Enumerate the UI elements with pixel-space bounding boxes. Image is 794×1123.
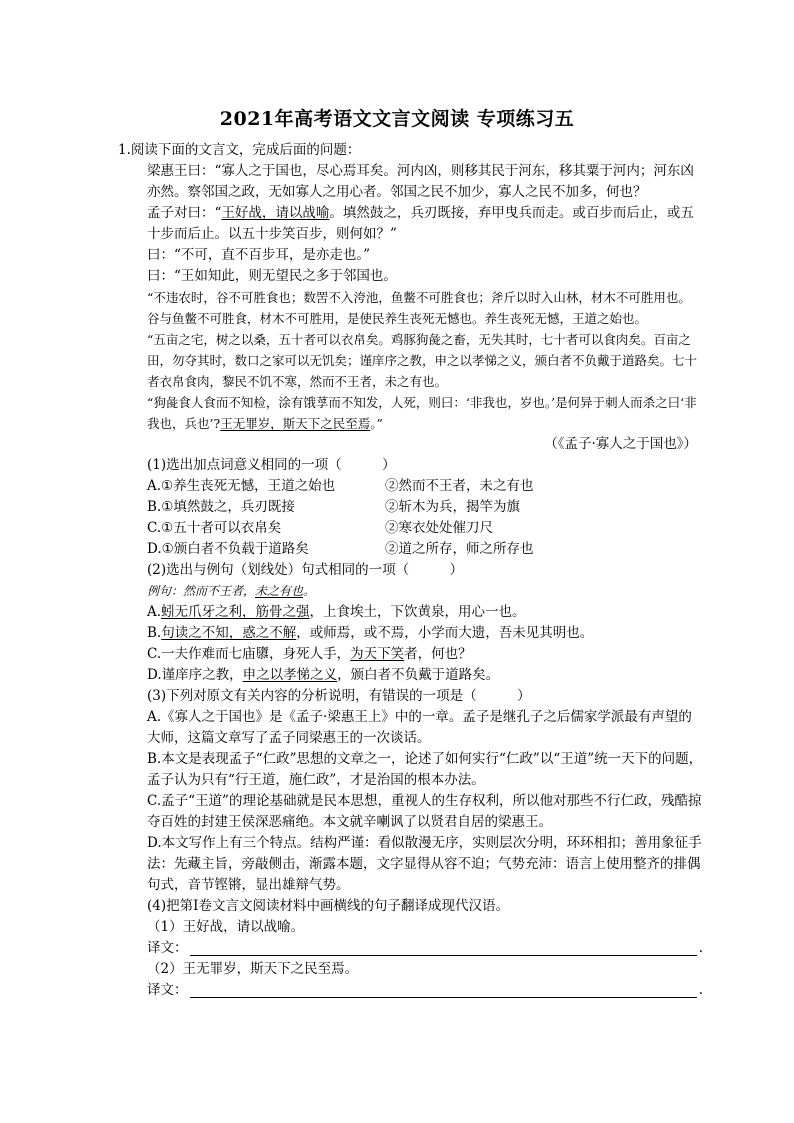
option-b[interactable] — [118, 497, 703, 518]
document-body — [118, 140, 703, 1001]
line-end: . — [698, 940, 703, 956]
option-left: C.①五十者可以衣帛矣 — [147, 520, 282, 536]
passage-paragraph — [118, 203, 703, 245]
option-right: ②斩木为兵，揭竿为旗 — [385, 499, 520, 515]
example-underlined: 未之有也 — [255, 584, 304, 598]
option-text: C.一夫作难而七庙隳，身死人手， — [147, 646, 351, 662]
passage-text: 。” — [370, 416, 383, 431]
option-right: ②寒衣处处催刀尺 — [385, 520, 493, 536]
option-left: A.①养生丧死无憾，王道之始也 — [147, 478, 336, 494]
question-4 — [118, 896, 703, 1001]
option-right: ②道之所存，师之所存也 — [385, 541, 534, 557]
option-underlined: 为天下笑 — [350, 646, 405, 662]
option-a[interactable] — [118, 476, 703, 497]
passage-text: 孟子对曰：“ — [147, 205, 222, 221]
question-stem: (3)下列对原文有关内容的分析说明，有错误的一项是（ ） — [147, 688, 531, 704]
underlined-sentence-2: 王无罪岁，斯天下之民至焉 — [220, 416, 371, 431]
example-sentence — [118, 581, 703, 602]
document-title: 2021年高考语文文言文阅读 专项练习五 — [219, 108, 575, 130]
answer-blank[interactable] — [190, 982, 697, 998]
example-text: 例句：然而不王者， — [147, 584, 256, 598]
passage-text: 。填然鼓之，兵刃既接，弃甲曳兵而走。或百步而后止，或五十步而后止。以五十步笑百步，则何如？” — [147, 205, 694, 242]
option-text: D.谨庠序之教， — [147, 667, 243, 683]
option-text: B. — [147, 625, 162, 641]
option-underlined: 申之以孝悌之义 — [242, 667, 338, 683]
question-2 — [118, 560, 703, 686]
option-left: D.①颁白者不负载于道路矣 — [147, 541, 309, 557]
option-c[interactable] — [118, 644, 703, 665]
example-text: 。 — [303, 584, 316, 598]
question-stem: (4)把第Ⅰ卷文言文阅读材料中画横线的句子翻译成现代汉语。 — [147, 898, 509, 914]
question-intro: 1.阅读下面的文言文，完成后面的问题： — [118, 142, 361, 158]
passage-paragraph: “五亩之宅，树之以桑，五十者可以衣帛矣。鸡豚狗彘之畜，无失其时，七十者可以食肉矣。百亩之田，勿夺其时，数口之家可以无饥矣；谨庠序之教，申之以孝悌之义，颁白者不负戴于道路矣。七十者衣帛食肉，黎民不饥不寒，然而不王者，未之有也。 — [147, 332, 698, 389]
passage-paragraph: 曰：“王如知此，则无望民之多于邻国也。 — [147, 268, 397, 284]
passage-paragraph: “不违农时，谷不可胜食也；数罟不入洿池，鱼鳖不可胜食也；斧斤以时入山林，材木不可胜用也。谷与鱼鳖不可胜食，材木不可胜用，是使民养生丧死无憾也。养生丧死无憾，王道之始也。 — [147, 290, 691, 326]
passage-paragraph: 曰：“不可，直不百步耳，是亦走也。” — [147, 247, 371, 263]
option-right: ②然而不王者，未之有也 — [385, 478, 534, 494]
option-d[interactable] — [118, 665, 703, 686]
passage-paragraph — [118, 392, 703, 434]
option-text: ，上食埃土，下饮黄泉，用心一也。 — [309, 604, 526, 620]
answer-blank[interactable] — [190, 940, 697, 956]
passage-paragraph: 梁惠王曰：“寡人之于国也，尽心焉耳矣。河内凶，则移其民于河东，移其粟于河内；河东凶亦然。察邻国之政，无如寡人之用心者。邻国之民不加少，寡人之民不加多，何也？ — [147, 163, 694, 200]
question-1 — [118, 455, 703, 560]
question-3 — [118, 686, 703, 896]
option-c[interactable]: C.孟子“王道”的理论基础就是民本思想，重视人的生存权利，所以他对那些不行仁政，残酷掠夺百姓的封建王侯深恶痛绝。本文就辛喇讽了以贤君自居的梁惠王。 — [147, 793, 702, 830]
answer-line-1[interactable] — [118, 938, 703, 959]
answer-label: 译文： — [147, 982, 188, 998]
option-d[interactable] — [118, 539, 703, 560]
translate-sentence-2: （2）王无罪岁，斯天下之民至焉。 — [147, 961, 359, 977]
question-stem: (2)选出与例句（划线处）句式相同的一项（ ） — [147, 562, 464, 578]
option-b[interactable]: B.本文是表现孟子“仁政”思想的文章之一，论述了如何实行“仁政”以“王道”统一天下的问题，孟子认为只有“行王道，施仁政”，才是治国的根本办法。 — [147, 751, 703, 788]
option-b[interactable] — [118, 623, 703, 644]
option-text: ，颁白者不负戴于道路矣。 — [337, 667, 500, 683]
classical-passage — [118, 161, 703, 455]
question-stem: (1)选出加点词意义相同的一项（ ） — [147, 457, 396, 473]
line-end: . — [698, 982, 703, 998]
option-a[interactable] — [118, 602, 703, 623]
passage-text: “狗彘食人食而不知检，涂有饿莩而不知发，人死，则曰：‘非我也，岁也。’是何异于刺人而杀之曰‘非我也，兵也’? — [147, 395, 697, 431]
translate-sentence-1: （1）王好战，请以战喻。 — [147, 919, 305, 935]
option-text: ，或师焉，或不焉，小学而大遗，吾未见其明也。 — [296, 625, 594, 641]
underlined-sentence-1: 王好战，请以战喻 — [221, 205, 330, 221]
option-d[interactable]: D.本文写作上有三个特点。结构严谨：看似散漫无序，实则层次分明，环环相扣；善用象征手法：先藏主旨，旁敲侧击，渐露本题，文字显得从容不迫；气势充沛：语言上使用整齐的排偶句式，音节铿锵，显出雄辩气势。 — [147, 835, 702, 893]
option-underlined: 句读之不知，惑之不解 — [161, 625, 297, 641]
passage-source: （《孟子·寡人之于国也》） — [544, 436, 697, 452]
option-left: B.①填然鼓之，兵刃既接 — [147, 499, 295, 515]
answer-line-2[interactable] — [118, 980, 703, 1001]
option-text: 者，何也？ — [404, 646, 472, 662]
option-a[interactable]: A.《寡人之于国也》是《孟子·梁惠王上》中的一章。孟子是继孔子之后儒家学派最有声望的大师，这篇文章写了孟子同梁惠王的一次谈话。 — [147, 709, 692, 746]
option-text: A. — [147, 604, 162, 620]
option-underlined: 蚓无爪牙之利，筋骨之强 — [161, 604, 310, 620]
answer-label: 译文： — [147, 940, 188, 956]
option-c[interactable] — [118, 518, 703, 539]
